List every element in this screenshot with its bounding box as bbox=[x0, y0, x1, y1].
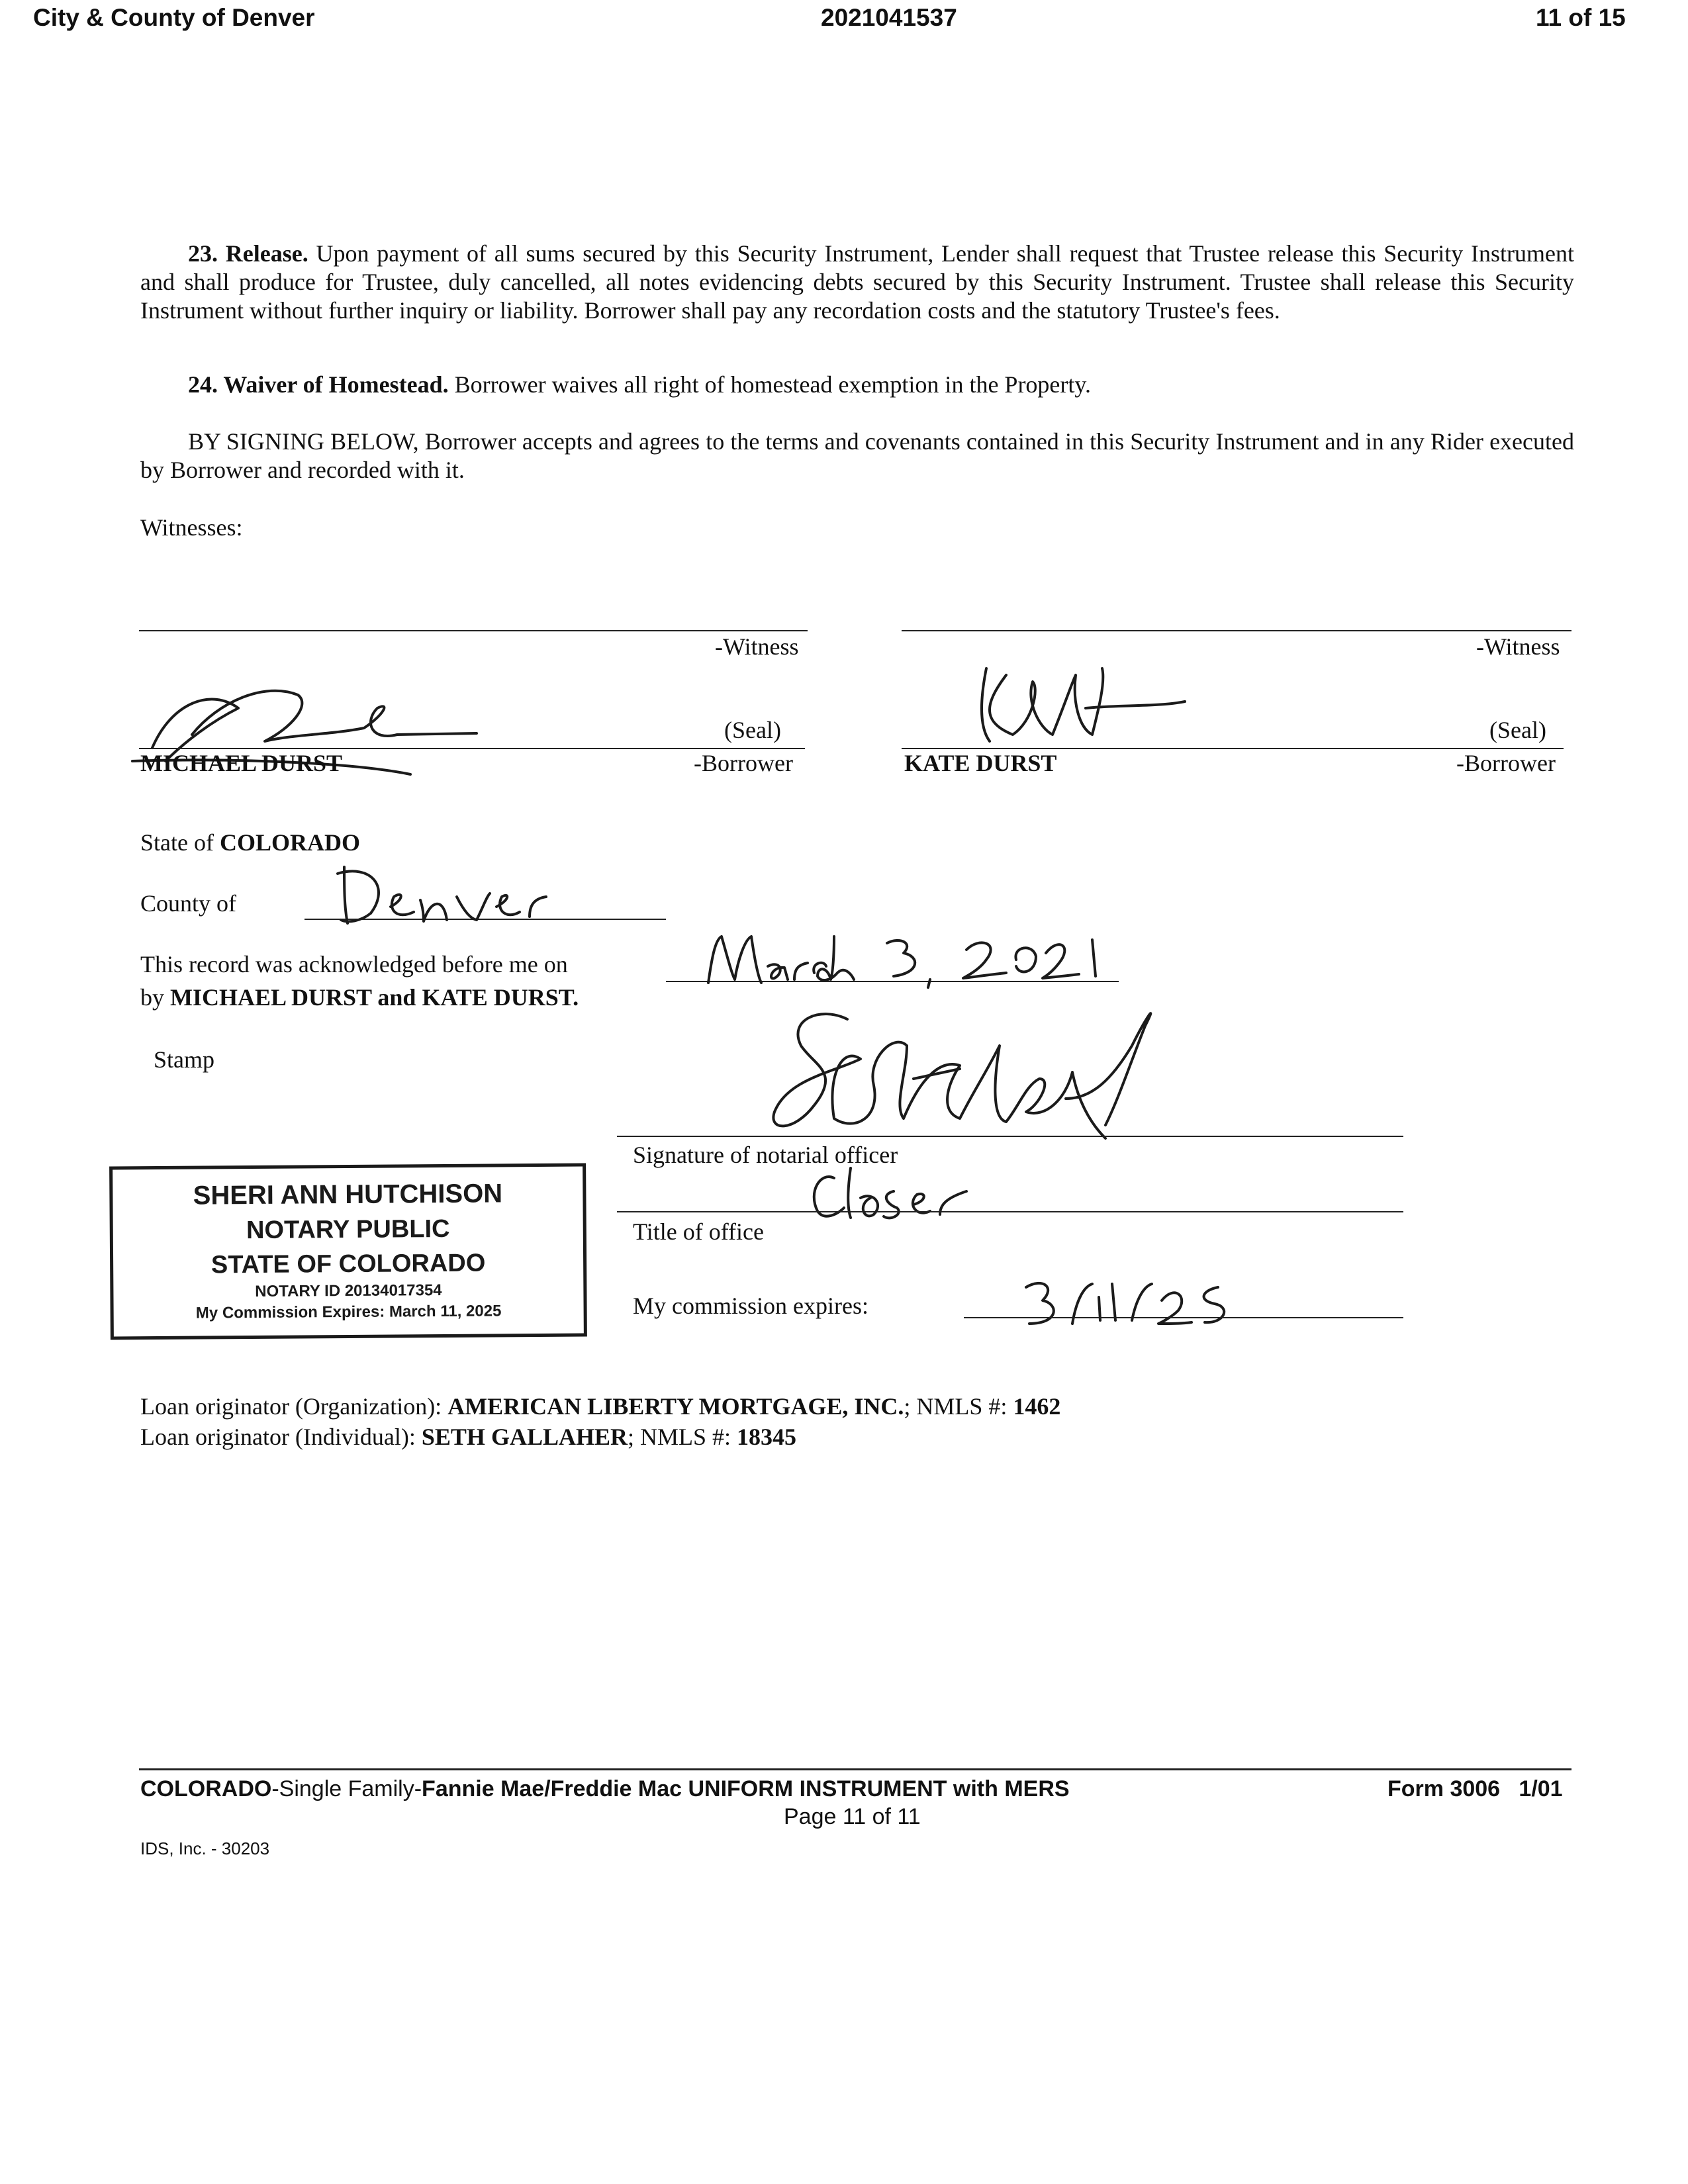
release-heading: 23. Release. bbox=[188, 240, 308, 267]
waiver-text: Borrower waives all right of homestead exemption in the Property. bbox=[454, 371, 1092, 398]
borrower1-seal: (Seal) bbox=[724, 717, 781, 743]
ack-by-names: MICHAEL DURST and KATE DURST. bbox=[170, 984, 579, 1011]
release-paragraph bbox=[140, 240, 1574, 325]
borrower2-role: -Borrower bbox=[1456, 750, 1556, 776]
notary-signature-label: Signature of notarial officer bbox=[633, 1142, 898, 1168]
state-name: COLORADO bbox=[219, 829, 360, 856]
notary-stamp bbox=[109, 1163, 587, 1340]
stamp-title: NOTARY PUBLIC bbox=[246, 1214, 450, 1245]
loan-org-nmls: 1462 bbox=[1013, 1393, 1061, 1420]
notary-signature-line bbox=[617, 1136, 1403, 1137]
footer-rule bbox=[139, 1768, 1571, 1770]
loan-org-line bbox=[140, 1392, 1060, 1421]
footer-type: -Single Family- bbox=[271, 1776, 422, 1801]
footer-state: COLORADO bbox=[140, 1776, 272, 1801]
footer-ids: IDS, Inc. - 30203 bbox=[140, 1839, 270, 1858]
header-county: City & County of Denver bbox=[33, 4, 315, 31]
title-line bbox=[617, 1211, 1403, 1212]
footer-form-title bbox=[140, 1776, 1070, 1802]
stamp-expiration: My Commission Expires: March 11, 2025 bbox=[195, 1302, 502, 1322]
title-label: Title of office bbox=[633, 1218, 764, 1245]
expires-handwriting bbox=[1019, 1271, 1258, 1330]
footer-form-number: Form 3006 1/01 bbox=[1387, 1776, 1563, 1801]
stamp-id: NOTARY ID 20134017354 bbox=[255, 1281, 442, 1300]
borrower1-name: MICHAEL DURST bbox=[140, 750, 343, 776]
witness1-line bbox=[139, 630, 808, 631]
waiver-heading: 24. Waiver of Homestead. bbox=[188, 371, 449, 398]
waiver-paragraph bbox=[140, 371, 1574, 399]
state-line bbox=[140, 829, 360, 857]
borrower2-seal: (Seal) bbox=[1489, 717, 1546, 743]
header-reception-number: 2021041537 bbox=[821, 4, 957, 31]
loan-ind-name: SETH GALLAHER bbox=[421, 1424, 628, 1450]
witness2-line bbox=[902, 630, 1571, 631]
loan-ind-nmls-label: ; NMLS #: bbox=[627, 1424, 731, 1450]
ack-by-prefix: by bbox=[140, 984, 164, 1011]
header-page-count: 11 of 15 bbox=[1536, 4, 1626, 31]
stamp-name: SHERI ANN HUTCHISON bbox=[193, 1179, 503, 1210]
notary-signature bbox=[761, 1006, 1172, 1152]
expires-line bbox=[964, 1317, 1403, 1318]
witness2-label: -Witness bbox=[1476, 633, 1560, 660]
borrower1-role: -Borrower bbox=[694, 750, 793, 776]
footer-page: Page 11 of 11 bbox=[784, 1804, 921, 1829]
loan-org-label: Loan originator (Organization): bbox=[140, 1393, 442, 1420]
release-text: Upon payment of all sums secured by this Security Instrument, Lender shall request that Trustee release this Security Instrument and shall produce for Trustee, duly cancelled, all notes evidencing debts secured by this Security Instrument. Trustee shall release this Security Instrument without further inquiry or liability. Borrower shall pay any recordation costs and the statutory Trustee's fees. bbox=[140, 240, 1575, 324]
loan-org-nmls-label: ; NMLS #: bbox=[904, 1393, 1008, 1420]
ack-date-handwriting bbox=[702, 927, 1112, 986]
loan-ind-line bbox=[140, 1423, 796, 1451]
title-handwriting bbox=[808, 1165, 1026, 1224]
expires-label: My commission expires: bbox=[633, 1293, 868, 1319]
signing-paragraph: BY SIGNING BELOW, Borrower accepts and agrees to the terms and covenants contained in this Security Instrument and in any Rider executed by Borrower and recorded with it. bbox=[140, 428, 1574, 483]
borrower2-signature bbox=[960, 662, 1198, 754]
footer-title: Fannie Mae/Freddie Mac UNIFORM INSTRUMENT with MERS bbox=[422, 1776, 1070, 1801]
state-prefix: State of bbox=[140, 829, 214, 856]
witness1-label: -Witness bbox=[715, 633, 799, 660]
stamp-state: STATE OF COLORADO bbox=[211, 1249, 486, 1279]
borrower2-name: KATE DURST bbox=[904, 750, 1057, 776]
county-label: County of bbox=[140, 890, 237, 917]
county-handwriting bbox=[331, 860, 549, 927]
ack-by-line bbox=[140, 983, 579, 1012]
loan-ind-label: Loan originator (Individual): bbox=[140, 1424, 416, 1450]
ack-text: This record was acknowledged before me on bbox=[140, 951, 568, 978]
loan-ind-nmls: 18345 bbox=[737, 1424, 797, 1450]
witnesses-label: Witnesses: bbox=[140, 514, 243, 541]
stamp-label: Stamp bbox=[154, 1046, 215, 1073]
loan-org-name: AMERICAN LIBERTY MORTGAGE, INC. bbox=[447, 1393, 904, 1420]
